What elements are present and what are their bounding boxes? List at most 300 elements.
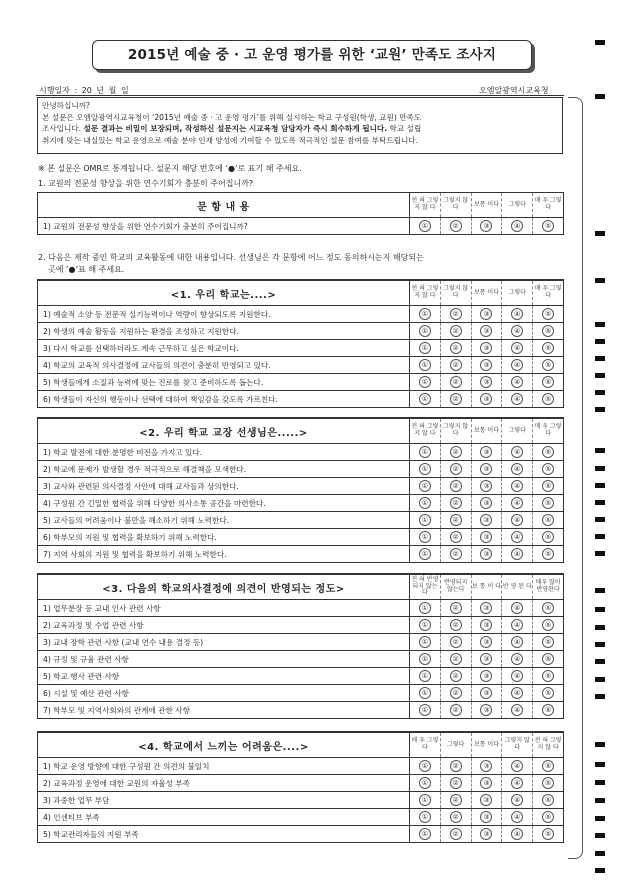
choice-cell[interactable] xyxy=(471,357,502,374)
choice-cell[interactable] xyxy=(502,391,533,408)
choice-cell[interactable] xyxy=(533,374,564,391)
choice-bubble[interactable]: ④ xyxy=(511,811,523,823)
choice-bubble[interactable]: ⑤ xyxy=(542,463,554,475)
choice-cell[interactable] xyxy=(533,792,564,809)
choice-bubble[interactable]: ④ xyxy=(511,704,523,716)
choice-bubble[interactable]: ③ xyxy=(480,704,492,716)
choice-bubble[interactable]: ③ xyxy=(480,308,492,320)
choice-bubble[interactable]: ② xyxy=(450,531,462,543)
choice-cell[interactable] xyxy=(471,529,502,546)
choice-bubble[interactable]: ① xyxy=(419,531,431,543)
choice-cell[interactable] xyxy=(533,461,564,478)
choice-bubble[interactable]: ③ xyxy=(480,342,492,354)
section-1-table xyxy=(37,279,564,408)
choice-bubble[interactable]: ③ xyxy=(480,687,492,699)
omr-timing-mark xyxy=(595,762,605,767)
choice-cell[interactable] xyxy=(502,306,533,323)
choice-bubble[interactable]: ⑤ xyxy=(542,480,554,492)
choice-bubble[interactable]: ③ xyxy=(480,602,492,614)
choice-bubble[interactable]: ⑤ xyxy=(542,704,554,716)
choice-cell[interactable] xyxy=(410,600,441,617)
choice-cell[interactable] xyxy=(440,809,471,826)
choice-bubble[interactable]: ① xyxy=(419,794,431,806)
omr-timing-mark xyxy=(595,816,605,821)
choice-bubble[interactable]: ① xyxy=(419,514,431,526)
choice-bubble[interactable]: ③ xyxy=(480,359,492,371)
choice-cell[interactable] xyxy=(440,634,471,651)
choice-cell[interactable] xyxy=(471,809,502,826)
section-header: <2. 우리 학교 교장 선생님은.....> xyxy=(38,418,410,444)
choice-cell[interactable] xyxy=(440,685,471,702)
omr-timing-mark xyxy=(595,390,605,395)
choice-bubble[interactable]: ⑤ xyxy=(542,548,554,560)
scale-header: 매 우 그렇다 xyxy=(533,280,564,306)
choice-bubble[interactable]: ① xyxy=(419,811,431,823)
choice-cell[interactable] xyxy=(410,792,441,809)
choice-bubble[interactable]: ① xyxy=(419,704,431,716)
choice-cell[interactable] xyxy=(533,668,564,685)
choice-bubble[interactable]: ② xyxy=(450,548,462,560)
choice-cell[interactable] xyxy=(502,529,533,546)
choice-cell[interactable] xyxy=(533,758,564,775)
question-text: 1) 학교 발전에 대한 분명한 비전을 가지고 있다. xyxy=(38,444,410,461)
choice-bubble[interactable]: ④ xyxy=(511,325,523,337)
choice-cell[interactable] xyxy=(410,478,441,495)
choice-bubble[interactable]: ② xyxy=(450,220,462,232)
section-header-row xyxy=(38,732,564,758)
choice-cell[interactable] xyxy=(502,323,533,340)
choice-bubble[interactable]: ② xyxy=(450,308,462,320)
choice-cell[interactable] xyxy=(471,391,502,408)
choice-cell[interactable] xyxy=(410,391,441,408)
choice-bubble[interactable]: ② xyxy=(450,811,462,823)
choice-cell[interactable] xyxy=(440,702,471,719)
choice-cell[interactable] xyxy=(533,478,564,495)
choice-cell[interactable] xyxy=(471,478,502,495)
choice-cell[interactable] xyxy=(502,651,533,668)
choice-bubble[interactable]: ⑤ xyxy=(542,670,554,682)
choice-bubble[interactable]: ⑤ xyxy=(542,794,554,806)
choice-bubble[interactable]: ④ xyxy=(511,308,523,320)
choice-bubble[interactable]: ④ xyxy=(511,531,523,543)
choice-bubble[interactable]: ③ xyxy=(480,376,492,388)
choice-cell[interactable] xyxy=(471,461,502,478)
choice-bubble[interactable]: ③ xyxy=(480,636,492,648)
choice-bubble[interactable]: ① xyxy=(419,342,431,354)
choice-bubble[interactable]: ② xyxy=(450,342,462,354)
choice-cell[interactable] xyxy=(440,758,471,775)
question-text: 3) 교사와 관련된 의사결정 사안에 대해 교사들과 상의한다. xyxy=(38,478,410,495)
choice-cell[interactable] xyxy=(533,512,564,529)
choice-cell[interactable] xyxy=(410,512,441,529)
choice-bubble[interactable]: ② xyxy=(450,636,462,648)
choice-cell[interactable] xyxy=(533,444,564,461)
choice-cell[interactable] xyxy=(502,218,533,235)
choice-cell[interactable] xyxy=(502,792,533,809)
choice-bubble[interactable]: ② xyxy=(450,777,462,789)
choice-cell[interactable] xyxy=(440,391,471,408)
choice-bubble[interactable]: ② xyxy=(450,393,462,405)
choice-cell[interactable] xyxy=(471,826,502,843)
question-text: 6) 학생들이 자신의 행동이나 선택에 대하여 책임감을 갖도록 가르친다. xyxy=(38,391,410,408)
choice-cell[interactable] xyxy=(471,792,502,809)
scale-header: 전 혀 반영되지 않는다 xyxy=(410,574,441,600)
choice-bubble[interactable]: ③ xyxy=(480,514,492,526)
omr-timing-mark xyxy=(595,694,605,699)
choice-bubble[interactable]: ① xyxy=(419,653,431,665)
choice-cell[interactable] xyxy=(440,792,471,809)
choice-bubble[interactable]: ④ xyxy=(511,670,523,682)
choice-bubble[interactable]: ③ xyxy=(480,760,492,772)
choice-bubble[interactable]: ③ xyxy=(480,619,492,631)
choice-cell[interactable] xyxy=(502,685,533,702)
choice-cell[interactable] xyxy=(533,495,564,512)
choice-cell[interactable] xyxy=(533,357,564,374)
choice-cell[interactable] xyxy=(502,495,533,512)
choice-bubble[interactable]: ② xyxy=(450,514,462,526)
choice-cell[interactable] xyxy=(502,461,533,478)
choice-bubble[interactable]: ⑤ xyxy=(542,393,554,405)
intro-line: 취지에 맞는 내실있는 학교 운영으로 예술 분야 인재 양성에 기여할 수 있도록 적극적인 설문 참여를 부탁드립니다. xyxy=(42,135,419,145)
table-row xyxy=(38,306,564,323)
choice-bubble[interactable]: ① xyxy=(419,828,431,840)
choice-bubble[interactable]: ② xyxy=(450,828,462,840)
choice-bubble[interactable]: ③ xyxy=(480,653,492,665)
choice-cell[interactable] xyxy=(471,512,502,529)
choice-cell[interactable] xyxy=(410,306,441,323)
choice-cell[interactable] xyxy=(471,374,502,391)
omr-timing-mark xyxy=(595,407,605,412)
choice-bubble[interactable]: ① xyxy=(419,446,431,458)
choice-bubble[interactable]: ⑤ xyxy=(542,619,554,631)
choice-cell[interactable] xyxy=(502,444,533,461)
choice-cell[interactable] xyxy=(440,775,471,792)
choice-bubble[interactable]: ③ xyxy=(480,393,492,405)
choice-cell[interactable] xyxy=(410,495,441,512)
choice-cell[interactable] xyxy=(410,374,441,391)
choice-cell[interactable] xyxy=(471,668,502,685)
question-text: 2) 학생의 예술 활동을 지원하는 환경을 조성하고 지원한다. xyxy=(38,323,410,340)
choice-cell[interactable] xyxy=(410,775,441,792)
choice-bubble[interactable]: ③ xyxy=(480,446,492,458)
question-text: 1) 예술적 소양 등 전문적 실기능력이나 역량이 향상되도록 지원한다. xyxy=(38,306,410,323)
choice-cell[interactable] xyxy=(502,702,533,719)
choice-cell[interactable] xyxy=(410,668,441,685)
choice-bubble[interactable]: ① xyxy=(419,760,431,772)
choice-cell[interactable] xyxy=(502,668,533,685)
choice-cell[interactable] xyxy=(502,357,533,374)
choice-cell[interactable] xyxy=(502,478,533,495)
choice-bubble[interactable]: ① xyxy=(419,548,431,560)
choice-bubble[interactable]: ④ xyxy=(511,760,523,772)
choice-cell[interactable] xyxy=(440,357,471,374)
choice-bubble[interactable]: ④ xyxy=(511,548,523,560)
table-row xyxy=(38,340,564,357)
choice-cell[interactable] xyxy=(440,478,471,495)
choice-cell[interactable] xyxy=(410,357,441,374)
choice-cell[interactable] xyxy=(533,702,564,719)
choice-bubble[interactable]: ① xyxy=(419,463,431,475)
choice-cell[interactable] xyxy=(533,323,564,340)
choice-bubble[interactable]: ② xyxy=(450,463,462,475)
choice-bubble[interactable]: ⑤ xyxy=(542,636,554,648)
choice-bubble[interactable]: ③ xyxy=(480,828,492,840)
choice-bubble[interactable]: ② xyxy=(450,325,462,337)
choice-cell[interactable] xyxy=(533,391,564,408)
choice-cell[interactable] xyxy=(440,617,471,634)
question-text: 3) 과중한 업무 부담 xyxy=(38,792,410,809)
table-row xyxy=(38,809,564,826)
table-row xyxy=(38,792,564,809)
choice-cell[interactable] xyxy=(440,651,471,668)
choice-bubble[interactable]: ② xyxy=(450,602,462,614)
choice-bubble[interactable]: ③ xyxy=(480,463,492,475)
choice-bubble[interactable]: ⑤ xyxy=(542,777,554,789)
choice-bubble[interactable]: ① xyxy=(419,359,431,371)
choice-bubble[interactable]: ② xyxy=(450,359,462,371)
choice-bubble[interactable]: ① xyxy=(419,619,431,631)
survey-title-box xyxy=(92,40,536,74)
table-row xyxy=(38,634,564,651)
q1-table xyxy=(37,192,564,235)
choice-bubble[interactable]: ⑤ xyxy=(542,760,554,772)
choice-cell[interactable] xyxy=(471,323,502,340)
choice-bubble[interactable]: ⑤ xyxy=(542,342,554,354)
choice-bubble[interactable]: ④ xyxy=(511,359,523,371)
choice-bubble[interactable]: ② xyxy=(450,376,462,388)
choice-cell[interactable] xyxy=(440,340,471,357)
choice-cell[interactable] xyxy=(410,218,441,235)
table-row xyxy=(38,826,564,843)
choice-cell[interactable] xyxy=(410,617,441,634)
choice-cell[interactable] xyxy=(440,323,471,340)
choice-cell[interactable] xyxy=(471,306,502,323)
choice-cell[interactable] xyxy=(502,634,533,651)
choice-bubble[interactable]: ⑤ xyxy=(542,531,554,543)
choice-bubble[interactable]: ② xyxy=(450,480,462,492)
choice-bubble[interactable]: ② xyxy=(450,619,462,631)
choice-cell[interactable] xyxy=(440,495,471,512)
choice-cell[interactable] xyxy=(410,546,441,563)
section-2-table xyxy=(37,417,564,563)
choice-bubble[interactable]: ① xyxy=(419,393,431,405)
choice-cell[interactable] xyxy=(502,809,533,826)
choice-bubble[interactable]: ⑤ xyxy=(542,653,554,665)
choice-bubble[interactable]: ① xyxy=(419,777,431,789)
choice-cell[interactable] xyxy=(410,444,441,461)
choice-cell[interactable] xyxy=(471,685,502,702)
choice-bubble[interactable]: ③ xyxy=(480,548,492,560)
choice-bubble[interactable]: ④ xyxy=(511,653,523,665)
section-header: <4. 학교에서 느끼는 어려움은....> xyxy=(38,732,410,758)
choice-cell[interactable] xyxy=(471,600,502,617)
choice-cell[interactable] xyxy=(410,758,441,775)
choice-bubble[interactable]: ⑤ xyxy=(542,811,554,823)
choice-bubble[interactable]: ④ xyxy=(511,636,523,648)
choice-bubble[interactable]: ① xyxy=(419,325,431,337)
choice-cell[interactable] xyxy=(440,826,471,843)
omr-timing-mark xyxy=(595,94,605,99)
scale-header: 매 우 그렇다 xyxy=(533,418,564,444)
choice-bubble[interactable]: ④ xyxy=(511,393,523,405)
choice-bubble[interactable]: ① xyxy=(419,636,431,648)
choice-bubble[interactable]: ① xyxy=(419,602,431,614)
choice-bubble[interactable]: ④ xyxy=(511,497,523,509)
omr-timing-mark xyxy=(595,742,605,747)
scale-header: 그렇다 xyxy=(502,280,533,306)
choice-cell[interactable] xyxy=(502,758,533,775)
omr-frame xyxy=(568,97,583,859)
choice-bubble[interactable]: ④ xyxy=(511,342,523,354)
choice-cell[interactable] xyxy=(410,651,441,668)
question-text: 1) 업무분장 등 교내 인사 관련 사항 xyxy=(38,600,410,617)
choice-bubble[interactable]: ④ xyxy=(511,220,523,232)
choice-bubble[interactable]: ④ xyxy=(511,376,523,388)
choice-bubble[interactable]: ⑤ xyxy=(542,687,554,699)
choice-cell[interactable] xyxy=(533,685,564,702)
choice-cell[interactable] xyxy=(533,546,564,563)
q1-header-row xyxy=(38,193,564,218)
choice-cell[interactable] xyxy=(410,323,441,340)
choice-bubble[interactable]: ① xyxy=(419,308,431,320)
choice-cell[interactable] xyxy=(440,668,471,685)
choice-bubble[interactable]: ② xyxy=(450,704,462,716)
choice-cell[interactable] xyxy=(440,374,471,391)
scale-header: 전 혀 그렇지 않 다 xyxy=(410,280,441,306)
choice-cell[interactable] xyxy=(440,444,471,461)
choice-bubble[interactable]: ④ xyxy=(511,514,523,526)
choice-bubble[interactable]: ⑤ xyxy=(542,220,554,232)
choice-cell[interactable] xyxy=(410,685,441,702)
choice-bubble[interactable]: ⑤ xyxy=(542,497,554,509)
choice-cell[interactable] xyxy=(502,775,533,792)
choice-bubble[interactable]: ③ xyxy=(480,497,492,509)
choice-cell[interactable] xyxy=(410,826,441,843)
choice-bubble[interactable]: ② xyxy=(450,497,462,509)
choice-bubble[interactable]: ② xyxy=(450,446,462,458)
choice-bubble[interactable]: ④ xyxy=(511,794,523,806)
choice-bubble[interactable]: ⑤ xyxy=(542,446,554,458)
choice-cell[interactable] xyxy=(533,826,564,843)
choice-cell[interactable] xyxy=(533,306,564,323)
choice-bubble[interactable]: ② xyxy=(450,687,462,699)
omr-timing-mark xyxy=(595,642,605,647)
choice-cell[interactable] xyxy=(471,218,502,235)
choice-cell[interactable] xyxy=(533,775,564,792)
choice-bubble[interactable]: ⑤ xyxy=(542,602,554,614)
choice-bubble[interactable]: ⑤ xyxy=(542,514,554,526)
choice-bubble[interactable]: ④ xyxy=(511,828,523,840)
choice-cell[interactable] xyxy=(533,634,564,651)
choice-cell[interactable] xyxy=(502,600,533,617)
choice-bubble[interactable]: ① xyxy=(419,670,431,682)
choice-cell[interactable] xyxy=(410,340,441,357)
choice-cell[interactable] xyxy=(471,495,502,512)
choice-bubble[interactable]: ④ xyxy=(511,777,523,789)
choice-cell[interactable] xyxy=(502,374,533,391)
choice-bubble[interactable]: ⑤ xyxy=(542,376,554,388)
choice-bubble[interactable]: ④ xyxy=(511,602,523,614)
choice-bubble[interactable]: ① xyxy=(419,687,431,699)
choice-cell[interactable] xyxy=(533,617,564,634)
choice-bubble[interactable]: ③ xyxy=(480,531,492,543)
choice-cell[interactable] xyxy=(440,529,471,546)
choice-cell[interactable] xyxy=(471,651,502,668)
choice-cell[interactable] xyxy=(502,826,533,843)
choice-cell[interactable] xyxy=(471,702,502,719)
choice-bubble[interactable]: ③ xyxy=(480,777,492,789)
omr-timing-mark xyxy=(595,833,605,838)
choice-bubble[interactable]: ② xyxy=(450,653,462,665)
choice-cell[interactable] xyxy=(440,461,471,478)
choice-bubble[interactable]: ③ xyxy=(480,220,492,232)
choice-bubble[interactable]: ③ xyxy=(480,811,492,823)
choice-bubble[interactable]: ① xyxy=(419,480,431,492)
choice-bubble[interactable]: ④ xyxy=(511,687,523,699)
choice-cell[interactable] xyxy=(533,809,564,826)
choice-cell[interactable] xyxy=(533,340,564,357)
choice-cell[interactable] xyxy=(471,758,502,775)
choice-cell[interactable] xyxy=(471,340,502,357)
question-text: 6) 학부모의 지원 및 협력을 확보하기 위해 노력한다. xyxy=(38,529,410,546)
choice-bubble[interactable]: ⑤ xyxy=(542,828,554,840)
choice-cell[interactable] xyxy=(440,306,471,323)
choice-cell[interactable] xyxy=(410,634,441,651)
choice-cell[interactable] xyxy=(533,218,564,235)
choice-bubble[interactable]: ④ xyxy=(511,463,523,475)
choice-cell[interactable] xyxy=(533,529,564,546)
choice-bubble[interactable]: ② xyxy=(450,794,462,806)
choice-cell[interactable] xyxy=(471,634,502,651)
question-text: 5) 학교관리자들의 지원 부족 xyxy=(38,826,410,843)
choice-bubble[interactable]: ④ xyxy=(511,446,523,458)
choice-bubble[interactable]: ③ xyxy=(480,794,492,806)
choice-bubble[interactable]: ④ xyxy=(511,619,523,631)
choice-cell[interactable] xyxy=(471,775,502,792)
table-row xyxy=(38,685,564,702)
choice-cell[interactable] xyxy=(440,512,471,529)
choice-cell[interactable] xyxy=(440,218,471,235)
choice-cell[interactable] xyxy=(533,651,564,668)
choice-bubble[interactable]: ③ xyxy=(480,670,492,682)
choice-cell[interactable] xyxy=(410,461,441,478)
choice-cell[interactable] xyxy=(471,444,502,461)
choice-cell[interactable] xyxy=(410,529,441,546)
choice-bubble[interactable]: ② xyxy=(450,670,462,682)
choice-cell[interactable] xyxy=(410,702,441,719)
choice-cell[interactable] xyxy=(533,600,564,617)
choice-bubble[interactable]: ④ xyxy=(511,480,523,492)
choice-bubble[interactable]: ⑤ xyxy=(542,325,554,337)
choice-bubble[interactable]: ③ xyxy=(480,325,492,337)
choice-bubble[interactable]: ① xyxy=(419,220,431,232)
choice-bubble[interactable]: ⑤ xyxy=(542,308,554,320)
choice-bubble[interactable]: ① xyxy=(419,497,431,509)
choice-cell[interactable] xyxy=(471,546,502,563)
choice-cell[interactable] xyxy=(502,617,533,634)
choice-bubble[interactable]: ① xyxy=(419,376,431,388)
choice-cell[interactable] xyxy=(502,340,533,357)
choice-cell[interactable] xyxy=(502,546,533,563)
choice-bubble[interactable]: ② xyxy=(450,760,462,772)
choice-bubble[interactable]: ③ xyxy=(480,480,492,492)
choice-cell[interactable] xyxy=(410,809,441,826)
choice-cell[interactable] xyxy=(440,600,471,617)
choice-bubble[interactable]: ⑤ xyxy=(542,359,554,371)
choice-cell[interactable] xyxy=(502,512,533,529)
choice-cell[interactable] xyxy=(440,546,471,563)
choice-cell[interactable] xyxy=(471,617,502,634)
